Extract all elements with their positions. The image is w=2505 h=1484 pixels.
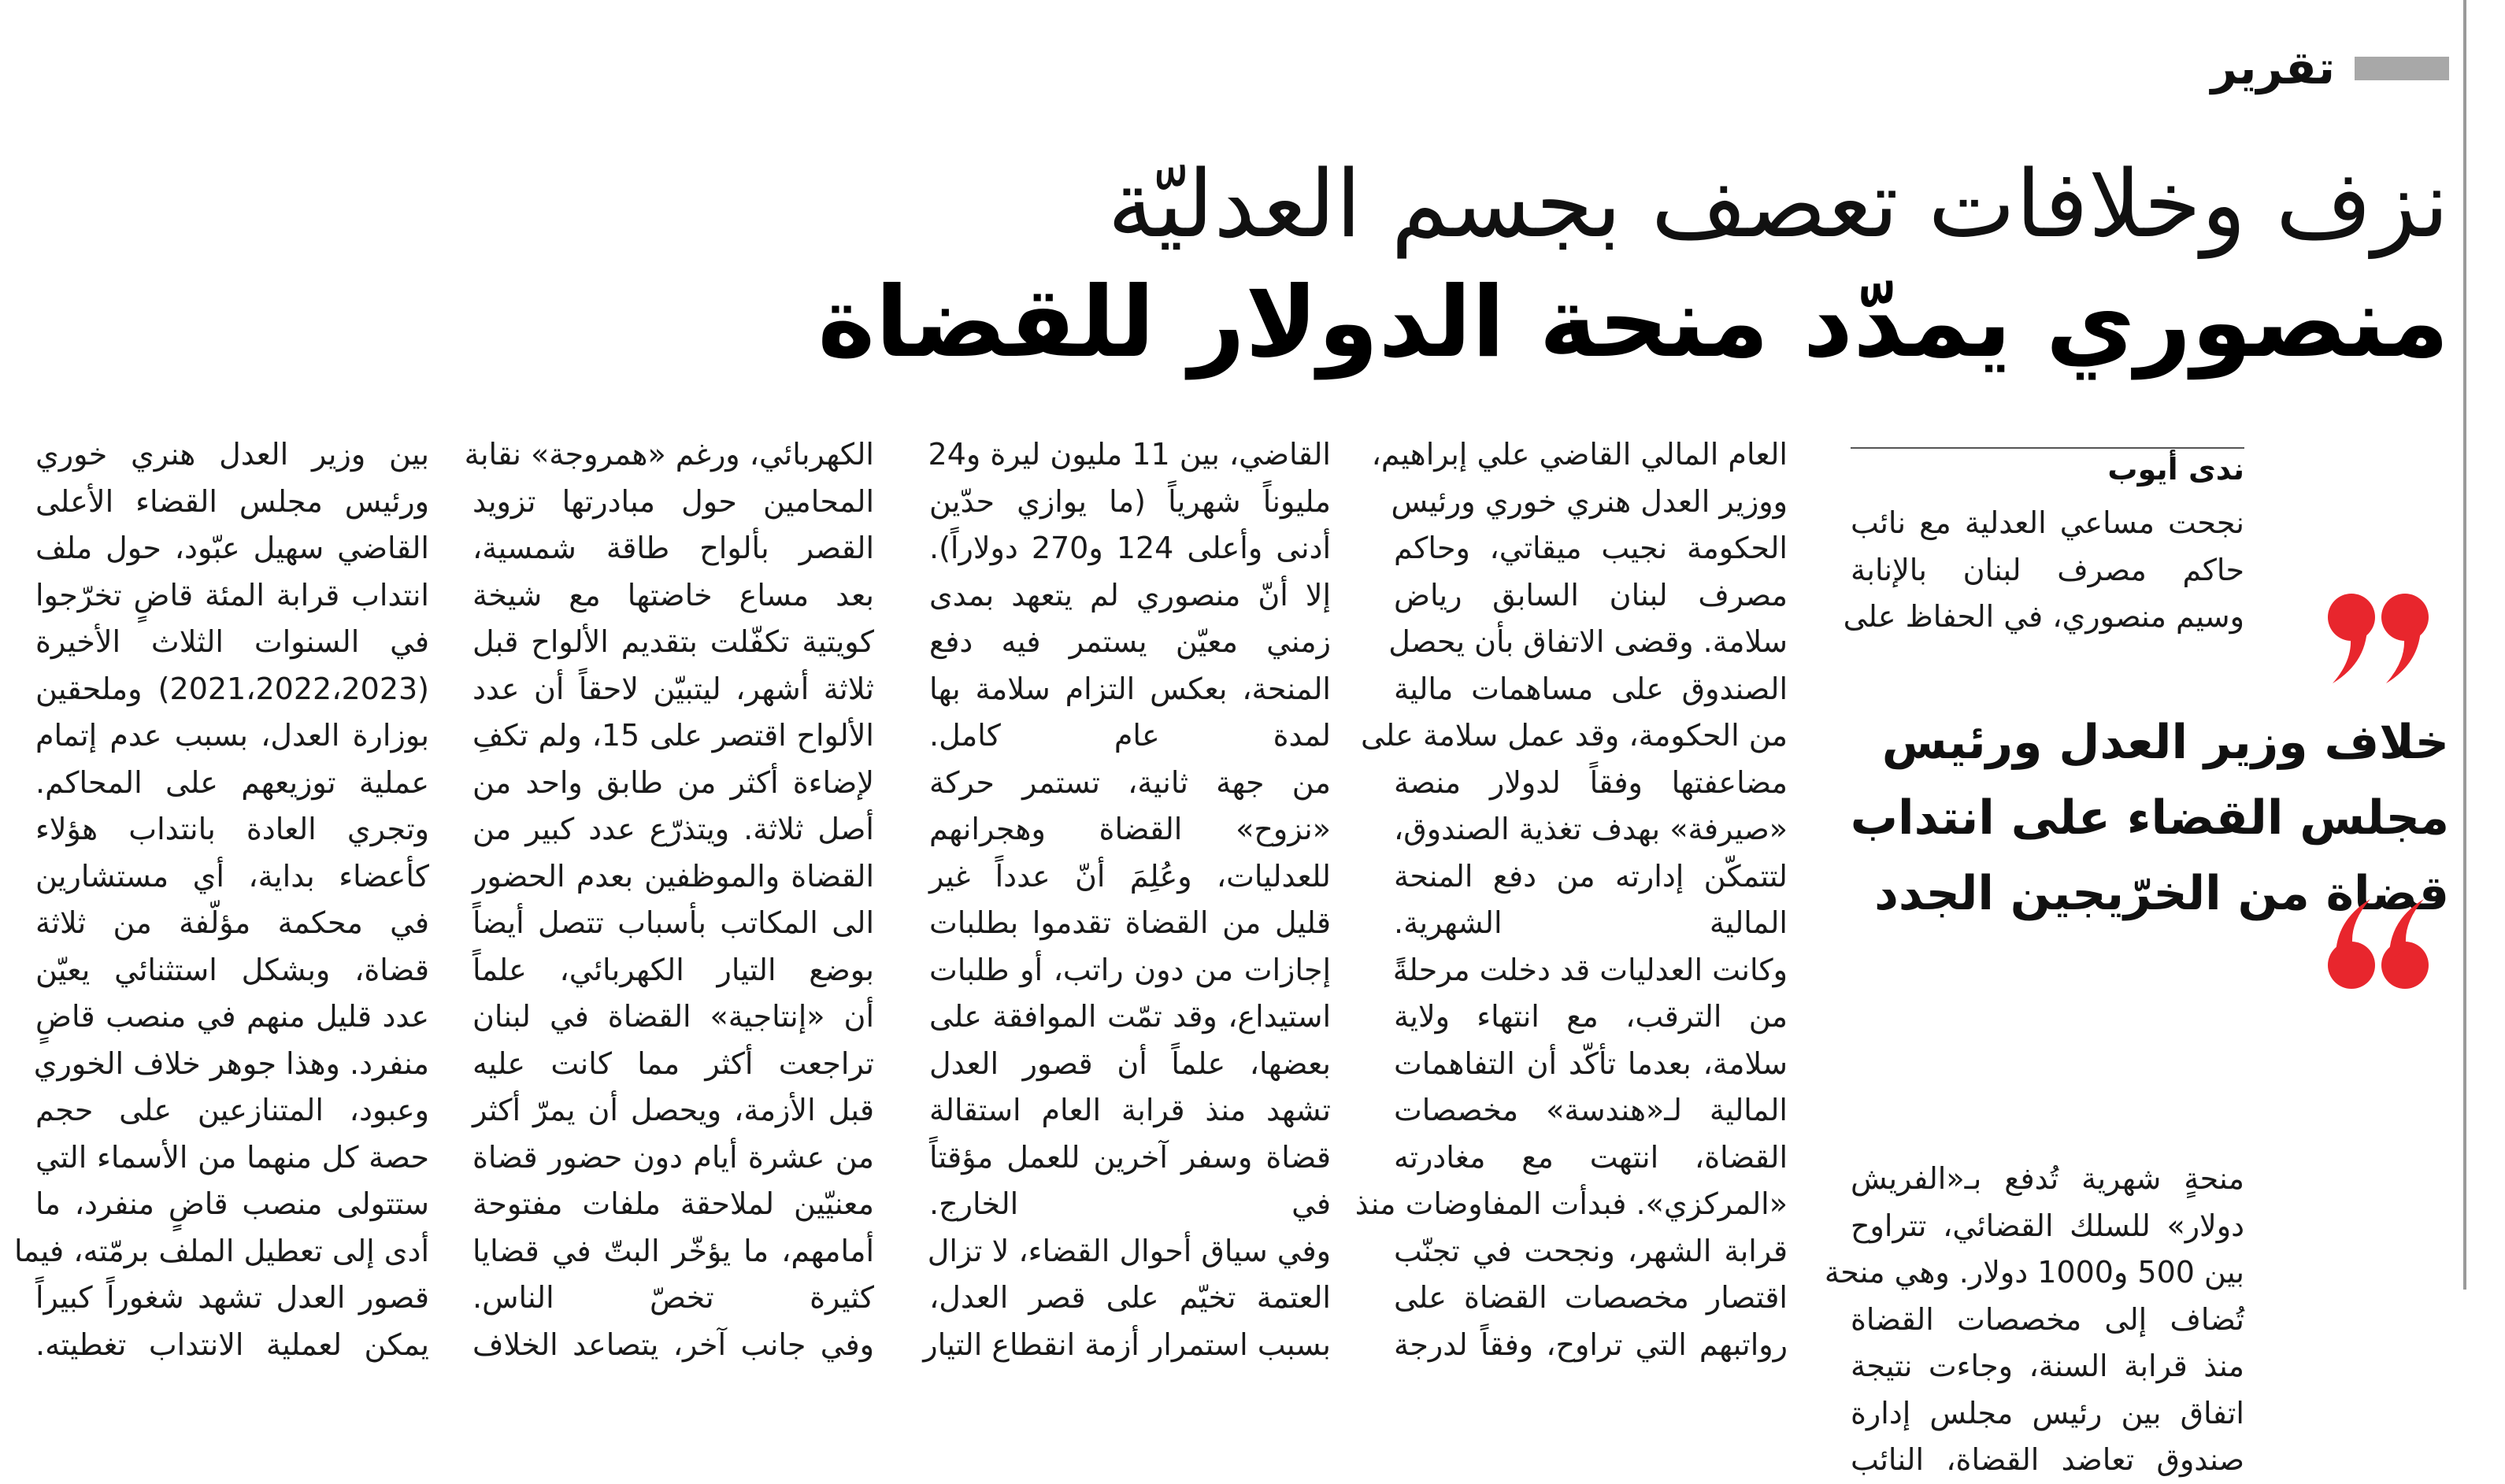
column-text-line: لتتمكّن إدارته من دفع المنحة (1394, 858, 1788, 894)
column-text-line: رواتبهم التي تراوح، وفقاً لدرجة (1394, 1327, 1788, 1362)
column-text-line: أصل ثلاثة. ويتذرّع عدد كبير من (472, 812, 874, 846)
quote-open-icon (2323, 583, 2433, 693)
column-text-line: المنحة، بعكس التزام سلامة بها (929, 671, 1331, 706)
column-text-line: ووزير العدل هنري خوري ورئيس (1391, 483, 1788, 519)
section-label: تقرير (2210, 41, 2335, 94)
column-text-line: القصر بألواح طاقة شمسية، (472, 531, 874, 565)
column-text-line: وسيم منصوري، في الحفاظ على (1843, 599, 2244, 634)
quote-close-icon (2323, 890, 2433, 1000)
column-text-line: العام المالي القاضي علي إبراهيم، (1371, 437, 1788, 472)
column-text-line: المحامين حول مبادرتها تزويد (472, 483, 874, 519)
column-text-line: يمكن لعملية الانتداب تغطيته. (35, 1327, 429, 1362)
column-text-line: تشهد منذ قرابة العام استقالة (929, 1093, 1331, 1127)
column-text-line: وكانت العدليات قد دخلت مرحلةً (1392, 952, 1788, 987)
column-text-line: في محكمة مؤلّفة من ثلاثة (35, 905, 429, 940)
column-text-line: أن «إنتاجية» القضاة في لبنان (472, 999, 874, 1034)
column-text-line: حاكم مصرف لبنان بالإنابة (1851, 552, 2244, 587)
pull-quote-line: خلاف وزير العدل ورئيس (1881, 715, 2449, 770)
column-text-line: ثلاثة أشهر، ليتبيّن لاحقاً أن عدد (472, 671, 874, 706)
column-text-line: من الحكومة، وقد عمل سلامة على (1360, 718, 1788, 753)
column-text-line: قضاة وسفر آخرين للعمل مؤقتاً (929, 1139, 1331, 1175)
column-text-line: القاضي سهيل عبّود، حول ملف (35, 531, 429, 565)
column-text-line (1851, 735, 2244, 782)
column-text-line: نجحت مساعي العدلية مع نائب (1851, 505, 2244, 540)
author-byline: ندى أيوب (2107, 452, 2244, 487)
column-text-line: تراجعت أكثر مما كانت عليه (472, 1045, 874, 1081)
column-text-line: قضاة، وبشكل استثنائي يعيّن (35, 952, 429, 987)
column-text-line: القضاة، انتهت مع مغادرته (1394, 1139, 1788, 1175)
column-text-line: من جهة ثانية، تستمر حركة (929, 764, 1331, 800)
column-text-line: الألواح اقتصر على 15، ولم تكفِ (472, 718, 874, 753)
column-text-line: ورئيس مجلس القضاء الأعلى (35, 483, 429, 519)
column-text-line: بوضع التيار الكهربائي، علماً (472, 952, 874, 987)
column-text-line: مصرف لبنان السابق رياض (1394, 577, 1788, 612)
column-text-line: وفي جانب آخر، يتصاعد الخلاف (472, 1327, 874, 1362)
column-text-line: كويتية تكفّلت بتقديم الألواح قبل (472, 624, 874, 659)
column-text-line (1851, 1016, 2244, 1063)
column-text-line: عدد قليل منهم في منصب قاضٍ (35, 999, 429, 1034)
article-column-5 (14, 431, 429, 1368)
column-text-line (1851, 922, 2244, 969)
column-text-line: وفي سياق أحوال القضاء، لا تزال (927, 1233, 1331, 1268)
right-border-rule (2463, 0, 2466, 1290)
column-text-line: مليوناً شهرياً (ما يوازي حدّين (929, 483, 1331, 519)
pull-quote-line: مجلس القضاء على انتداب (1850, 790, 2449, 846)
column-text-line: الكهربائي، ورغم «همروجة» نقابة (464, 437, 874, 472)
column-text-line (1851, 1062, 2244, 1109)
article-column-4 (464, 431, 874, 1368)
column-text-line: لمدة عام كامل. (929, 718, 1331, 753)
column-text-line (1851, 968, 2244, 1016)
column-text-line: «صيرفة» بهدف تغذية الصندوق، (1394, 812, 1788, 846)
article-column-2 (1354, 431, 1788, 1368)
headline-main: منصوري يمدّد منحة الدولار للقضاة (817, 266, 2449, 379)
column-text-line: منذ قرابة السنة، وجاءت نتيجة (1851, 1349, 2244, 1383)
column-text-line: العتمة تخيّم على قصر العدل، (929, 1280, 1331, 1315)
column-text-line: قبل الأزمة، ويحصل أن يمرّ أكثر (472, 1093, 874, 1127)
column-text-line: منحةٍ شهرية تُدفع بـ«الفريش (1851, 1161, 2244, 1196)
column-text-line: المالية الشهرية. (1394, 905, 1788, 940)
column-text-line: بين 500 و1000 دولار. وهي منحة (1824, 1255, 2244, 1290)
column-text-line: للعدليات، وعُلِمَ أنّ عدداً غير (929, 858, 1331, 894)
column-text-line: استيداع، وقد تمّت الموافقة على (929, 999, 1331, 1034)
column-text-line: مضاعفتها وفقاً لدولار منصة (1394, 764, 1788, 800)
column-text-line: بعد مساع خاضتها مع شيخة (472, 577, 874, 612)
column-text-line: إجازات من دون راتب، أو طلبات (929, 952, 1331, 987)
column-text-line: المالية لـ«هندسة» مخصصات (1394, 1093, 1788, 1127)
column-text-line: وتجري العادة بانتداب هؤلاء (35, 812, 429, 846)
column-text-line: أدى إلى تعطيل الملف برمّته، فيما (14, 1233, 429, 1268)
column-text-line: سلامة. وقضى الاتفاق بأن يحصل (1388, 624, 1788, 659)
column-text-line: قصور العدل تشهد شغوراً كبيراً (35, 1280, 429, 1315)
column-text-line: قليل من القضاة تقدموا بطلبات (929, 905, 1331, 940)
column-text-line (1851, 641, 2244, 688)
section-marker-bar (2355, 57, 2449, 80)
column-text-line: بسبب استمرار أزمة انقطاع التيار (923, 1327, 1331, 1362)
column-text-line: بين وزير العدل هنري خوري (35, 437, 429, 472)
author-divider (1851, 447, 2244, 449)
column-text-line: معنيّين لملاحقة ملفات مفتوحة (472, 1186, 874, 1221)
column-text-line: وعبود، المتنازعين على حجم (35, 1093, 429, 1127)
column-text-line: لإضاءة أكثر من طابق واحد من (472, 764, 874, 800)
column-text-line: انتداب قرابة المئة قاضٍ تخرّجوا (35, 577, 429, 612)
column-text-line (1851, 1109, 2244, 1156)
column-text-line: قرابة الشهر، ونجحت في تجنّب (1394, 1233, 1788, 1268)
headline-kicker: نزف وخلافات تعصف بجسم العدليّة (1107, 150, 2449, 258)
column-text-line: القاضي، بين 11 مليون ليرة و24 (928, 437, 1331, 472)
article-column-1 (1824, 500, 2244, 1484)
column-text-line: كثيرة تخصّ الناس. (472, 1280, 874, 1315)
column-text-line: «نزوح» القضاة وهجرانهم (929, 812, 1331, 846)
column-text-line: إلا أنّ منصوري لم يتعهد بمدى (929, 577, 1331, 612)
column-text-line: دولار» للسلك القضائي، تتراوح (1851, 1208, 2244, 1243)
column-text-line: من عشرة أيام دون حضور قضاة (472, 1139, 874, 1175)
column-text-line: من الترقب، مع انتهاء ولاية (1394, 999, 1788, 1034)
column-text-line (1851, 781, 2244, 828)
pull-quote-line: قضاة من الخرّيجين الجدد (1874, 866, 2449, 921)
column-text-line: في الخارج. (929, 1186, 1331, 1221)
column-text-line (1851, 875, 2244, 922)
column-text-line: اتفاق بين رئيس مجلس إدارة (1851, 1395, 2244, 1430)
column-text-line: أدنى وأعلى 124 و270 دولاراً). (929, 531, 1331, 565)
column-text-line: زمني معيّن يستمر فيه دفع (929, 624, 1331, 659)
column-text-line: الحكومة نجيب ميقاتي، وحاكم (1394, 531, 1788, 565)
column-text-line: منفرد. وهذا جوهر خلاف الخوري (33, 1045, 429, 1081)
column-text-line: أمامهم، ما يؤخّر البتّ في قضايا (472, 1233, 874, 1268)
article-column-3 (923, 431, 1331, 1368)
column-text-line: بوزارة العدل، بسبب عدم إتمام (35, 718, 429, 753)
column-text-line: الى المكاتب بأسباب تتصل أيضاً (472, 905, 874, 940)
column-text-line: حصة كل منهما من الأسماء التي (35, 1139, 429, 1175)
column-text-line: كأعضاء بداية، أي مستشارين (35, 858, 429, 894)
column-text-line: «المركزي». فبدأت المفاوضات منذ (1354, 1186, 1788, 1221)
column-text-line: الصندوق على مساهمات مالية (1394, 671, 1788, 706)
column-text-line: عملية توزيعهم على المحاكم. (35, 764, 429, 800)
column-text-line: اقتصار مخصصات القضاة على (1394, 1280, 1788, 1315)
column-text-line: في السنوات الثلاث الأخيرة (35, 624, 429, 659)
column-text-line: سلامة، بعدما تأكّد أن التفاهمات (1394, 1045, 1788, 1081)
column-text-line: (2021،2022،2023) وملحقين (35, 671, 429, 706)
column-text-line: ستتولى منصب قاضٍ منفرد، ما (35, 1186, 429, 1221)
column-text-line: تُضاف إلى مخصصات القضاة (1851, 1301, 2244, 1337)
column-text-line: بعضها، علماً أن قصور العدل (929, 1045, 1331, 1081)
column-text-line (1851, 687, 2244, 735)
column-text-line: القضاة والموظفين بعدم الحضور (472, 858, 874, 894)
column-text-line (1851, 828, 2244, 875)
column-text-line: صندوق تعاضد القضاة، النائب (1851, 1442, 2244, 1477)
